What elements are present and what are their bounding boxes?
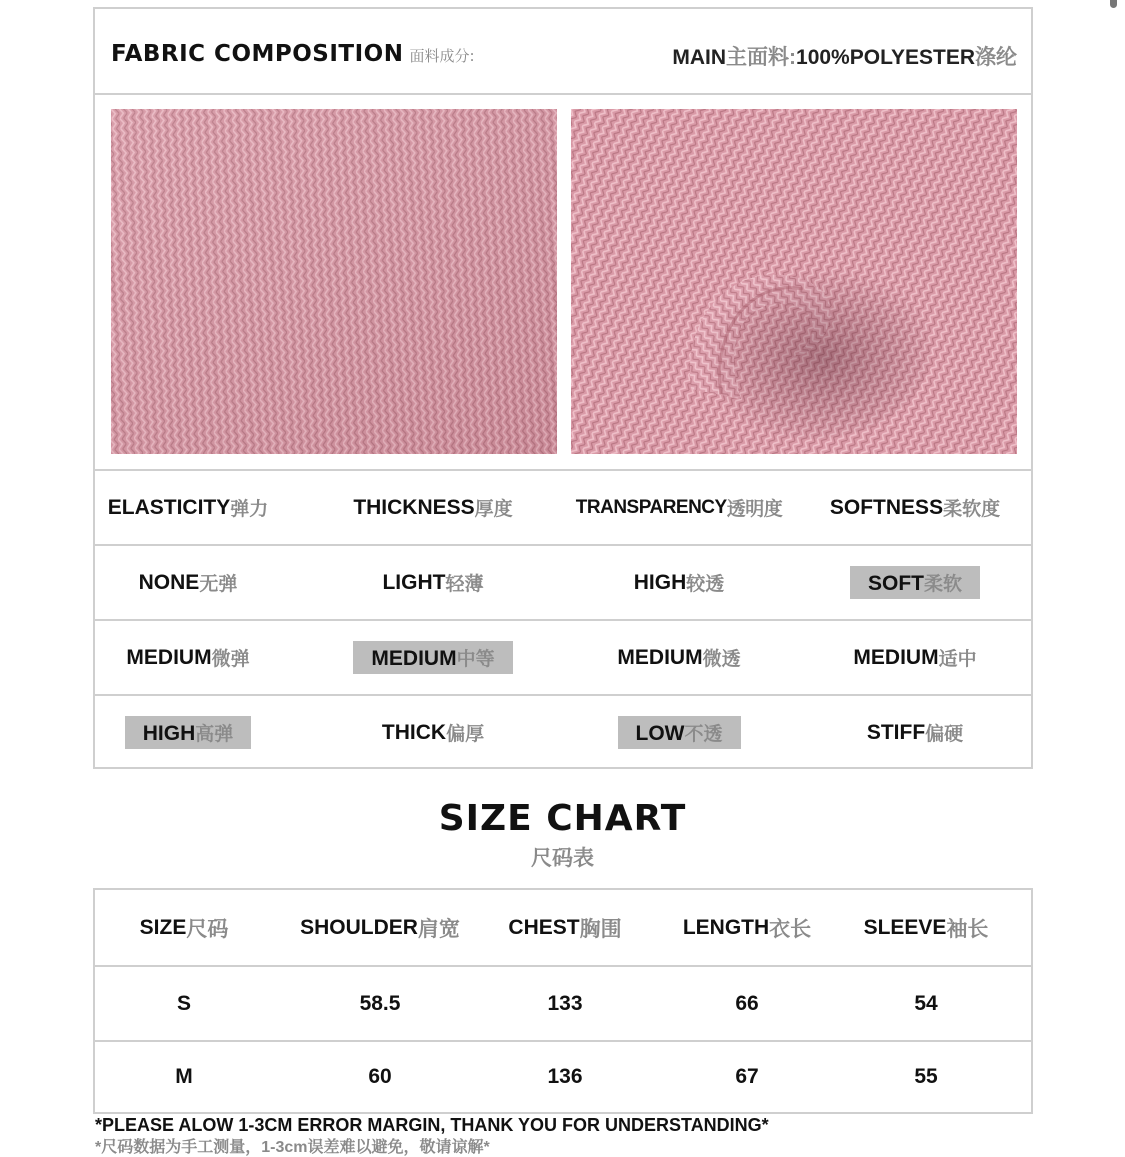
attributes-row-2 [95,619,1031,694]
option-light: LIGHT 轻薄 [382,570,484,595]
option-low-transparency-selected [561,696,797,769]
option-high-elasticity-selected [95,696,281,769]
header-thickness: THICKNESS 厚度 [353,495,513,520]
fabric-attributes-grid [95,469,1031,769]
header-chest: CHEST 胸围 [508,915,622,941]
option-stiff: STIFF 偏硬 [866,720,964,745]
fabric-panel [93,7,1033,769]
fabric-swatch-folded [571,109,1017,454]
main-value-cn: 涤纶 [975,46,1017,69]
measurement-note-cn: *尺码数据为手工测量，1-3cm误差难以避免，敬请谅解* [95,1139,490,1156]
main-label-cn: 主面料: [726,46,797,69]
option-medium-transparency: MEDIUM 微透 [617,645,741,670]
shoulder-value: 60 [368,1065,392,1088]
fabric-title-cn: 面料成分: [409,47,475,65]
header-shoulder: SHOULDER 肩宽 [300,915,460,941]
length-value: 67 [735,1065,759,1088]
option-none: NONE 无弹 [138,570,238,595]
main-value: 100%POLYESTER [796,46,975,69]
option-high-transparency: HIGH 较透 [633,570,725,595]
chest-value: 133 [547,991,583,1015]
shoulder-value: 58.5 [359,991,401,1015]
option-medium-elasticity: MEDIUM 微弹 [126,645,250,670]
size-chart-table [93,888,1033,1114]
header-length: LENGTH 衣长 [682,915,812,941]
measurement-note-en: *PLEASE ALOW 1-3CM ERROR MARGIN, THANK YOU FOR UNDERSTANDING* [95,1115,769,1135]
header-softness: SOFTNESS 柔软度 [829,495,1001,520]
option-medium-thickness-selected [305,621,561,694]
selected-highlight: LOW不透 [618,716,741,749]
header-transparency: TRANSPARENCY 透明度 [575,496,783,520]
header-sleeve: SLEEVE 袖长 [863,915,989,941]
option-soft-selected [797,546,1033,619]
fabric-composition-title [111,41,475,67]
main-label: MAIN [672,46,727,69]
size-chart-title-cn: 尺码表 [531,847,594,870]
attributes-row-3 [95,694,1031,769]
fabric-header [95,9,1031,95]
fabric-swatch-flat [111,109,557,454]
size-row-m [95,1040,1031,1112]
attributes-row-1 [95,544,1031,619]
main-fabric [672,41,1017,71]
sleeve-value: 55 [914,1065,938,1088]
chest-value: 136 [547,1065,583,1088]
option-medium-softness: MEDIUM 适中 [853,645,977,670]
option-thick: THICK 偏厚 [381,720,485,745]
corner-mark [1110,0,1117,8]
attributes-header-row [95,469,1031,544]
sleeve-value: 54 [914,991,938,1015]
size-header-row [95,890,1031,965]
size-chart-title: SIZE CHART [438,798,687,839]
selected-highlight: HIGH高弹 [125,716,252,749]
fabric-title-en: FABRIC COMPOSITION [111,41,404,67]
size-value: M [175,1065,193,1088]
selected-highlight: SOFT柔软 [850,566,980,599]
header-size: SIZE 尺码 [139,915,229,941]
header-elasticity: ELASTICITY 弹力 [107,495,269,520]
size-row-s [95,965,1031,1040]
length-value: 66 [735,991,759,1015]
selected-highlight: MEDIUM中等 [353,641,512,674]
size-value: S [176,991,191,1015]
